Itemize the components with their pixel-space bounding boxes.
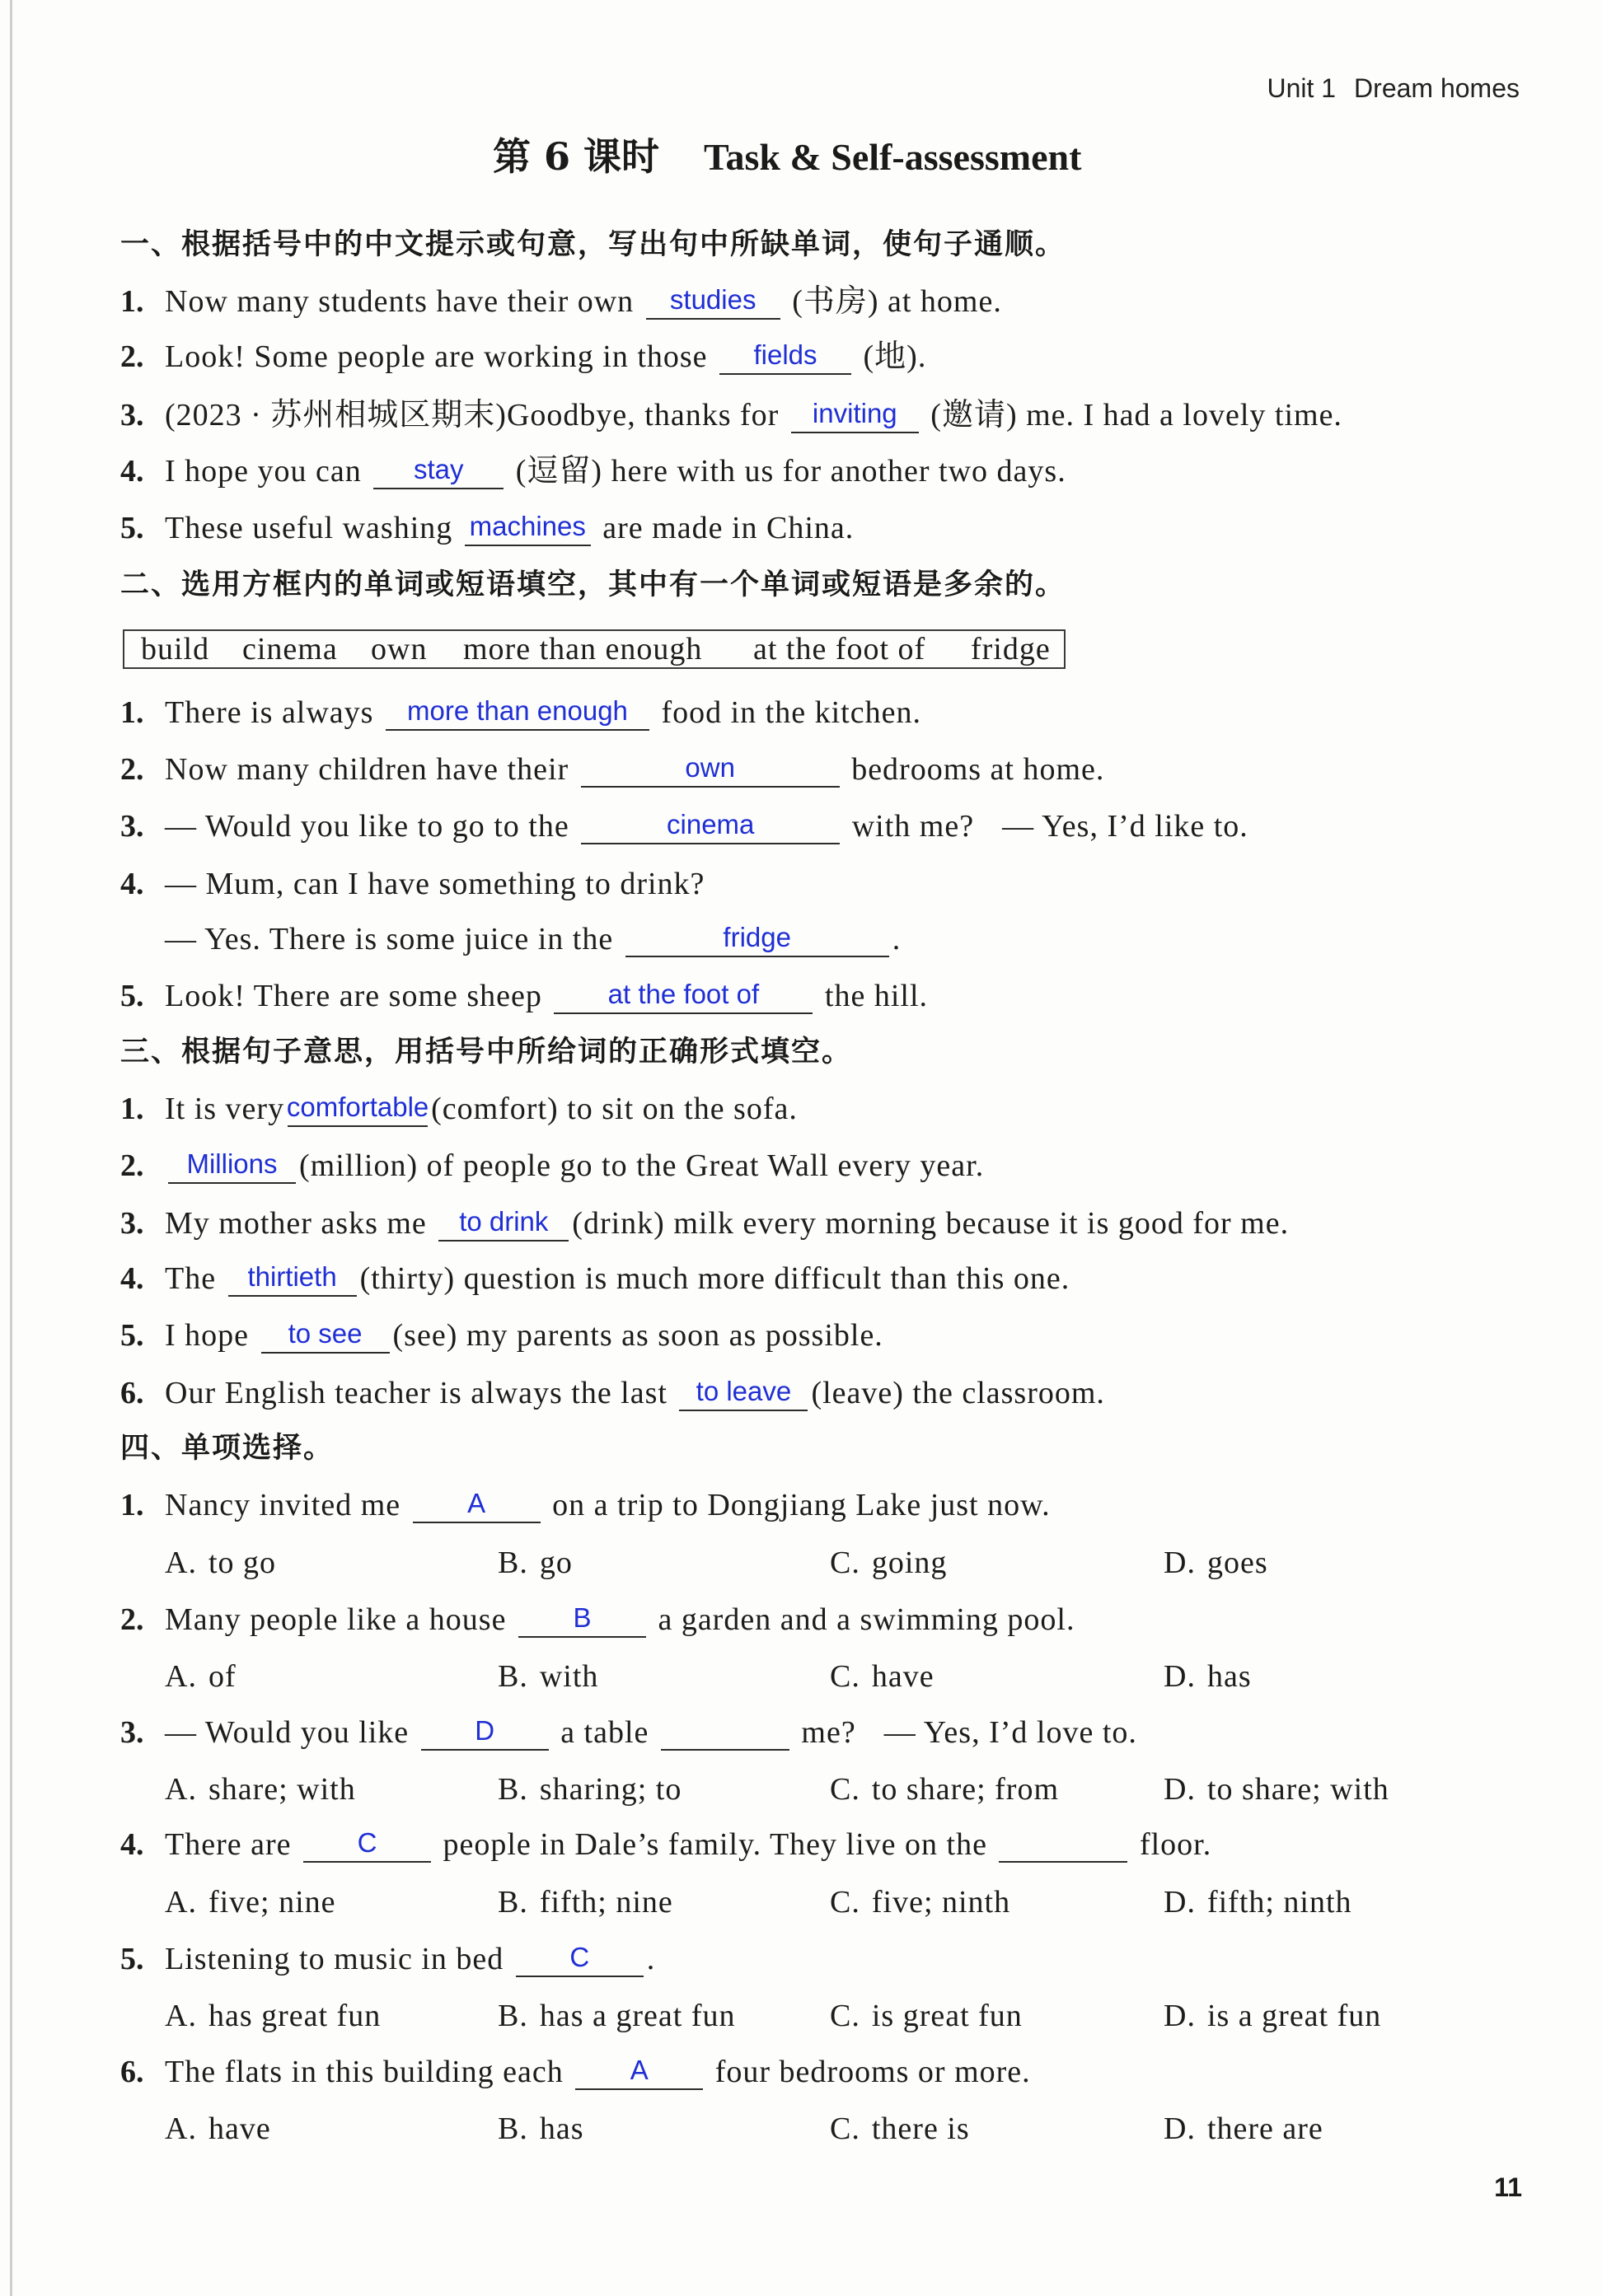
- option-label: A.: [165, 1545, 197, 1580]
- answer-blank[interactable]: [421, 1716, 549, 1751]
- answer-text: C: [357, 1827, 377, 1858]
- s4-question-2-options: [0, 1655, 1602, 1698]
- answer-blank-2[interactable]: [661, 1716, 789, 1751]
- option-c: [830, 1655, 934, 1698]
- answer-blank-2[interactable]: [999, 1828, 1127, 1863]
- answer-text: D: [475, 1715, 495, 1746]
- option-text: fifth; nine: [539, 1885, 673, 1920]
- item-text-after: four bedrooms or more.: [714, 2055, 1031, 2089]
- answer-text: studies: [669, 284, 756, 315]
- s2-item-4-line-1: [120, 863, 705, 905]
- option-label: D.: [1164, 1999, 1196, 2033]
- item-text-before: There are: [165, 1827, 292, 1862]
- item-number: 4.: [120, 1827, 144, 1862]
- s4-question-6-options: [0, 2107, 1602, 2150]
- answer-text: stay: [414, 454, 464, 484]
- item-text-before: Our English teacher is always the last: [165, 1376, 668, 1410]
- option-a: [165, 1655, 237, 1698]
- dialogue-question: — Mum, can I have something to drink?: [165, 867, 705, 901]
- option-b: [498, 1541, 573, 1584]
- answer-blank[interactable]: [646, 285, 780, 320]
- word-box: [123, 629, 1066, 669]
- item-text-before: There is always: [165, 695, 374, 730]
- item-number: 4.: [120, 867, 144, 901]
- option-label: A.: [165, 1885, 197, 1920]
- s3-item-3: [120, 1202, 1289, 1245]
- item-number: 3.: [120, 1206, 144, 1241]
- option-label: D.: [1164, 1545, 1196, 1580]
- item-number: 3.: [120, 1715, 144, 1750]
- answer-text: at the foot of: [607, 979, 760, 1009]
- s1-item-1: [120, 280, 1002, 323]
- item-text-after: food in the kitchen.: [661, 695, 921, 730]
- answer-blank[interactable]: [679, 1377, 808, 1411]
- option-text: there are: [1206, 2111, 1323, 2146]
- answer-blank[interactable]: [554, 980, 813, 1014]
- item-number: 6.: [120, 1376, 144, 1410]
- option-text: is great fun: [871, 1999, 1023, 2033]
- option-label: A.: [165, 1772, 197, 1807]
- item-text-before: I hope you can: [165, 454, 362, 489]
- option-b: [498, 1881, 673, 1924]
- item-text-after: (邀请) me. I had a lovely time.: [930, 398, 1342, 433]
- option-c: [830, 2107, 970, 2150]
- option-text: with: [539, 1659, 599, 1694]
- option-d: [1164, 1541, 1268, 1584]
- unit-title: Dream homes: [1354, 73, 1520, 103]
- item-text-before: Now many students have their own: [165, 284, 635, 319]
- answer-text: inviting: [812, 398, 897, 428]
- item-text-before: — Would you like to go to the: [165, 809, 569, 844]
- item-text-before: Now many children have their: [165, 752, 569, 787]
- option-label: A.: [165, 2111, 197, 2146]
- item-text-before: My mother asks me: [165, 1206, 427, 1241]
- option-label: C.: [830, 1772, 860, 1807]
- word-box-item: at the foot of: [753, 632, 926, 666]
- lesson-number: 第 6 课时: [493, 134, 660, 179]
- option-label: C.: [830, 1999, 860, 2033]
- answer-text: cinema: [667, 809, 755, 839]
- answer-blank[interactable]: [465, 512, 591, 546]
- answer-text: comfortable: [286, 1092, 429, 1122]
- s4-question-5: [120, 1938, 655, 1980]
- option-d: [1164, 1881, 1352, 1924]
- item-text-before: Listening to music in bed: [165, 1942, 504, 1976]
- answer-blank[interactable]: [575, 2055, 703, 2090]
- option-label: B.: [498, 1772, 528, 1807]
- word-box-item: build: [141, 632, 210, 666]
- answer-blank[interactable]: [413, 1489, 541, 1523]
- item-number: 5.: [120, 511, 144, 545]
- option-c: [830, 1881, 1010, 1924]
- answer-text: fields: [753, 339, 817, 370]
- answer-blank[interactable]: [581, 753, 840, 788]
- s3-item-5: [120, 1314, 883, 1357]
- answer-text: A: [630, 2055, 649, 2085]
- item-text-after: (thirty) question is much more difficult than this one.: [359, 1261, 1070, 1296]
- s4-question-5-options: [0, 1994, 1602, 2037]
- s2-item-5: [120, 975, 928, 1017]
- option-text: is a great fun: [1206, 1999, 1382, 2033]
- answer-blank[interactable]: [516, 1943, 644, 1977]
- answer-blank[interactable]: [228, 1262, 357, 1297]
- option-text: go: [539, 1545, 573, 1580]
- page-number: 11: [1494, 2172, 1522, 2202]
- option-text: share; with: [208, 1772, 356, 1807]
- item-text-before: Nancy invited me: [165, 1488, 401, 1522]
- item-text-before: — Yes. There is some juice in the: [165, 922, 614, 956]
- word-box-item: cinema: [242, 632, 338, 666]
- option-d: [1164, 1768, 1389, 1811]
- option-text: of: [208, 1659, 237, 1694]
- option-text: to share; with: [1206, 1772, 1389, 1807]
- page-title: [493, 132, 1081, 181]
- option-a: [165, 1994, 381, 2037]
- word-box-item: more than enough: [463, 632, 703, 666]
- answer-text: A: [467, 1488, 486, 1518]
- s4-question-4: [120, 1823, 1211, 1866]
- item-text-after: (see) my parents as soon as possible.: [392, 1318, 883, 1353]
- s2-item-3: [120, 805, 1248, 848]
- option-b: [498, 2107, 584, 2150]
- s3-item-4: [120, 1257, 1070, 1300]
- option-text: has a great fun: [539, 1999, 736, 2033]
- option-c: [830, 1541, 947, 1584]
- option-text: has great fun: [208, 1999, 382, 2033]
- dialogue-reply: — Yes, I’d love to.: [883, 1715, 1137, 1750]
- option-d: [1164, 1994, 1381, 2037]
- item-number: 4.: [120, 1261, 144, 1296]
- option-label: B.: [498, 1999, 528, 2033]
- answer-blank[interactable]: [288, 1092, 428, 1127]
- section-1-heading: 一、根据括号中的中文提示或句意，写出句中所缺单词，使句子通顺。: [120, 228, 1066, 261]
- answer-text: machines: [469, 511, 586, 541]
- item-number: 3.: [120, 809, 144, 844]
- option-text: has: [1206, 1659, 1252, 1694]
- option-label: C.: [830, 1659, 860, 1694]
- option-label: D.: [1164, 1659, 1196, 1694]
- option-label: D.: [1164, 2111, 1196, 2146]
- unit-label: Unit 1: [1267, 73, 1337, 103]
- item-text-after: floor.: [1139, 1827, 1212, 1862]
- option-label: B.: [498, 2111, 528, 2146]
- option-text: have: [871, 1659, 934, 1694]
- option-b: [498, 1655, 598, 1698]
- option-a: [165, 1541, 276, 1584]
- answer-blank[interactable]: [581, 810, 840, 844]
- item-text-after: (million) of people go to the Great Wall every year.: [299, 1148, 985, 1183]
- item-text-middle: people in Dale’s family. They live on the: [443, 1827, 987, 1862]
- item-text-before: — Would you like: [165, 1715, 410, 1750]
- item-text-after: on a trip to Dongjiang Lake just now.: [552, 1488, 1051, 1522]
- s1-item-4: [120, 450, 1066, 493]
- option-c: [830, 1994, 1023, 2037]
- option-b: [498, 1768, 682, 1811]
- option-text: five; nine: [208, 1885, 336, 1920]
- item-text-before: The: [165, 1261, 217, 1296]
- item-text-after: bedrooms at home.: [851, 752, 1105, 787]
- s4-question-4-options: [0, 1881, 1602, 1924]
- item-text-after: (leave) the classroom.: [811, 1376, 1105, 1410]
- answer-text: to drink: [459, 1206, 549, 1237]
- item-text-after: (书房) at home.: [792, 284, 1002, 319]
- s3-item-6: [120, 1372, 1105, 1415]
- option-label: A.: [165, 1999, 197, 2033]
- option-text: sharing; to: [539, 1772, 682, 1807]
- option-label: C.: [830, 1885, 860, 1920]
- s4-question-3-options: [0, 1768, 1602, 1811]
- item-text-after: .: [646, 1942, 656, 1976]
- item-number: 1.: [120, 1488, 144, 1522]
- answer-blank[interactable]: [303, 1828, 431, 1863]
- answer-blank[interactable]: [791, 399, 919, 433]
- item-number: 2.: [120, 752, 144, 787]
- answer-text: to leave: [696, 1376, 792, 1406]
- item-text-after: the hill.: [824, 979, 929, 1013]
- answer-text: C: [569, 1942, 590, 1972]
- answer-blank[interactable]: [261, 1319, 390, 1354]
- option-text: there is: [871, 2111, 970, 2146]
- lesson-topic: Task & Self-assessment: [704, 136, 1082, 178]
- item-text-after: with me?: [851, 809, 975, 844]
- item-number: 1.: [120, 1092, 144, 1126]
- option-text: to go: [208, 1545, 277, 1580]
- option-label: A.: [165, 1659, 197, 1694]
- item-number: 2.: [120, 1148, 144, 1183]
- answer-blank[interactable]: [719, 340, 851, 375]
- option-label: C.: [830, 2111, 860, 2146]
- option-a: [165, 1881, 336, 1924]
- item-text-before: Look! Some people are working in those: [165, 339, 708, 374]
- answer-blank[interactable]: [438, 1207, 569, 1242]
- item-text-before: These useful washing: [165, 511, 453, 545]
- word-box-item: own: [371, 632, 428, 666]
- option-text: has: [539, 2111, 584, 2146]
- item-text-before: Many people like a house: [165, 1602, 507, 1637]
- item-text-after: (comfort) to sit on the sofa.: [431, 1092, 798, 1126]
- option-b: [498, 1994, 735, 2037]
- item-text-before: It is very: [165, 1092, 285, 1126]
- answer-blank[interactable]: [386, 696, 649, 731]
- item-text-after: are made in China.: [602, 511, 855, 545]
- s2-item-2: [120, 748, 1104, 791]
- answer-text: more than enough: [407, 695, 628, 726]
- answer-text: own: [685, 752, 735, 783]
- answer-text: Millions: [186, 1148, 278, 1179]
- dialogue-reply: — Yes, I’d like to.: [1002, 809, 1248, 844]
- item-text-before: The flats in this building each: [165, 2055, 564, 2089]
- option-text: fifth; ninth: [1206, 1885, 1352, 1920]
- s3-item-2: [120, 1144, 984, 1187]
- item-text-after: (地).: [863, 339, 927, 374]
- item-text-after: me?: [801, 1715, 856, 1750]
- s2-item-4-line-2: [165, 918, 901, 961]
- option-label: B.: [498, 1659, 528, 1694]
- item-text-before: (2023 · 苏州相城区期末)Goodbye, thanks for: [165, 398, 780, 433]
- option-text: to share; from: [871, 1772, 1060, 1807]
- item-number: 5.: [120, 1942, 144, 1976]
- option-text: have: [208, 2111, 271, 2146]
- item-number: 2.: [120, 339, 144, 374]
- item-text-after: a garden and a swimming pool.: [658, 1602, 1075, 1637]
- item-text-before: Look! There are some sheep: [165, 979, 542, 1013]
- answer-text: thirtieth: [247, 1261, 337, 1292]
- item-text-after: (drink) milk every morning because it is good for me.: [572, 1206, 1290, 1241]
- answer-blank[interactable]: [625, 923, 889, 957]
- s4-question-1: [120, 1484, 1051, 1527]
- item-text-middle: a table: [560, 1715, 649, 1750]
- answer-text: fridge: [723, 922, 791, 952]
- s4-question-1-options: [0, 1541, 1602, 1584]
- option-d: [1164, 2107, 1323, 2150]
- s4-question-6: [120, 2051, 1031, 2093]
- option-a: [165, 2107, 271, 2150]
- option-c: [830, 1768, 1059, 1811]
- item-number: 5.: [120, 979, 144, 1013]
- option-label: D.: [1164, 1772, 1196, 1807]
- word-box-item: fridge: [971, 632, 1051, 666]
- item-number: 3.: [120, 398, 144, 433]
- option-text: goes: [1206, 1545, 1268, 1580]
- option-text: going: [871, 1545, 948, 1580]
- option-d: [1164, 1655, 1252, 1698]
- section-4-heading: 四、单项选择。: [120, 1432, 335, 1465]
- s1-item-5: [120, 507, 854, 549]
- option-label: D.: [1164, 1885, 1196, 1920]
- item-number: 6.: [120, 2055, 144, 2089]
- answer-blank[interactable]: [168, 1149, 296, 1184]
- option-label: C.: [830, 1545, 860, 1580]
- s4-question-3: [120, 1711, 1137, 1754]
- item-text-after: .: [892, 922, 902, 956]
- item-number: 1.: [120, 284, 144, 319]
- item-text-after: (逗留) here with us for another two days.: [515, 454, 1066, 489]
- running-header: [1267, 71, 1520, 105]
- s1-item-2: [120, 335, 926, 378]
- answer-text: B: [573, 1602, 592, 1633]
- section-2-heading: 二、选用方框内的单词或短语填空，其中有一个单词或短语是多余的。: [120, 568, 1066, 601]
- s4-question-2: [120, 1598, 1075, 1641]
- item-number: 5.: [120, 1318, 144, 1353]
- option-a: [165, 1768, 356, 1811]
- option-label: B.: [498, 1545, 528, 1580]
- item-number: 2.: [120, 1602, 144, 1637]
- s3-item-1: [120, 1087, 798, 1130]
- s2-item-1: [120, 691, 921, 734]
- scan-edge-shadow: [10, 0, 12, 2296]
- item-number: 1.: [120, 695, 144, 730]
- option-text: five; ninth: [871, 1885, 1011, 1920]
- answer-blank[interactable]: [518, 1603, 646, 1638]
- s1-item-3: [120, 394, 1342, 437]
- item-number: 4.: [120, 454, 144, 489]
- option-label: B.: [498, 1885, 528, 1920]
- answer-blank[interactable]: [373, 455, 504, 489]
- item-text-before: I hope: [165, 1318, 250, 1353]
- section-3-heading: 三、根据句子意思，用括号中所给词的正确形式填空。: [120, 1036, 853, 1069]
- answer-text: to see: [288, 1318, 363, 1349]
